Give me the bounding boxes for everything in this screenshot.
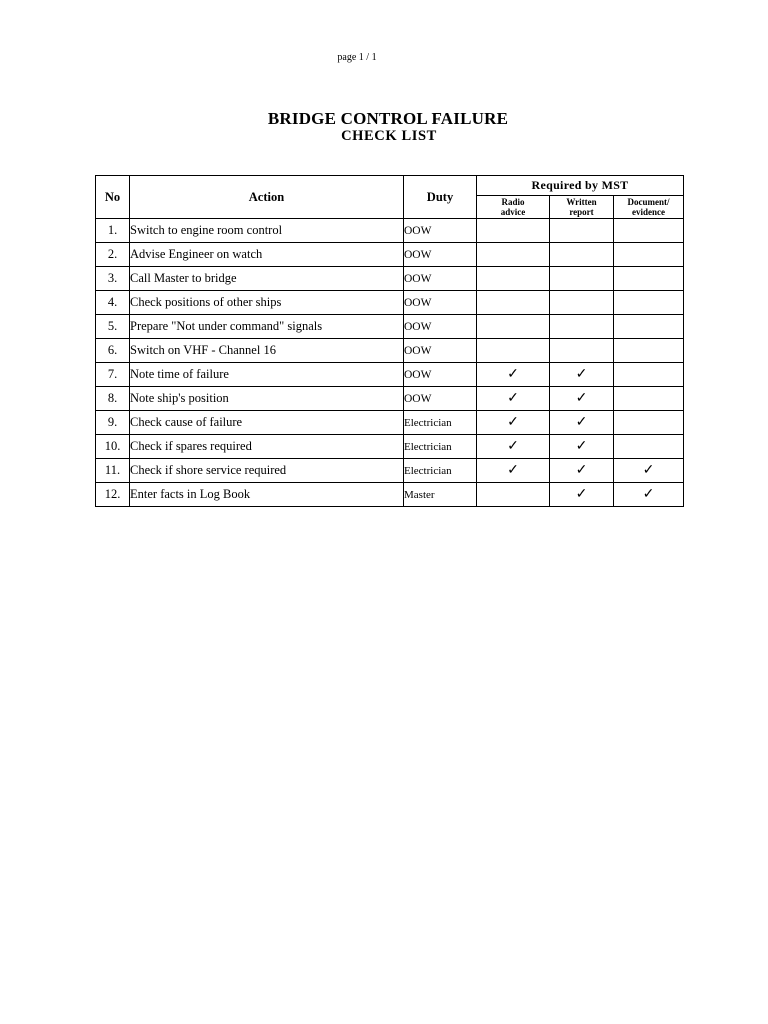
row-number: 11. xyxy=(96,459,130,483)
row-duty: Electrician xyxy=(404,435,477,459)
check-mark-icon: ✓ xyxy=(575,415,588,430)
header-no: No xyxy=(96,176,130,219)
row-action: Note time of failure xyxy=(130,363,404,387)
document-evidence-cell xyxy=(614,387,684,411)
radio-advice-cell xyxy=(477,291,550,315)
row-number: 1. xyxy=(96,219,130,243)
check-mark-icon: ✓ xyxy=(507,415,519,430)
check-mark-icon: ✓ xyxy=(507,391,519,406)
document-evidence-cell xyxy=(614,339,684,363)
row-number: 12. xyxy=(96,483,130,507)
written-report-cell xyxy=(550,459,614,483)
check-mark-icon: ✓ xyxy=(642,487,655,502)
row-duty: OOW xyxy=(404,243,477,267)
header-radio-advice-line2: advice xyxy=(500,207,526,217)
row-action: Check if spares required xyxy=(130,435,404,459)
row-action: Enter facts in Log Book xyxy=(130,483,404,507)
table-row xyxy=(96,267,684,291)
row-action: Prepare "Not under command" signals xyxy=(130,315,404,339)
row-number: 9. xyxy=(96,411,130,435)
document-evidence-cell xyxy=(614,363,684,387)
table-row xyxy=(96,243,684,267)
document-evidence-cell xyxy=(614,411,684,435)
written-report-cell xyxy=(550,483,614,507)
document-evidence-cell xyxy=(614,459,684,483)
header-duty: Duty xyxy=(404,176,477,219)
written-report-cell xyxy=(550,411,614,435)
checklist-table xyxy=(95,175,684,507)
row-number: 4. xyxy=(96,291,130,315)
written-report-cell xyxy=(550,315,614,339)
table-row xyxy=(96,363,684,387)
row-duty: Electrician xyxy=(404,411,477,435)
table-row xyxy=(96,435,684,459)
header-written-report-line2: report xyxy=(569,207,594,217)
header-document-evidence-line1: Document/ xyxy=(627,197,670,207)
row-duty: OOW xyxy=(404,315,477,339)
document-evidence-cell xyxy=(614,435,684,459)
row-number: 8. xyxy=(96,387,130,411)
row-action: Note ship's position xyxy=(130,387,404,411)
written-report-cell xyxy=(550,363,614,387)
check-mark-icon: ✓ xyxy=(507,463,519,478)
page-title: BRIDGE CONTROL FAILURE xyxy=(267,109,509,128)
document-evidence-cell xyxy=(614,483,684,507)
row-action: Switch on VHF - Channel 16 xyxy=(130,339,404,363)
row-action: Call Master to bridge xyxy=(130,267,404,291)
radio-advice-cell xyxy=(477,363,550,387)
radio-advice-cell xyxy=(477,387,550,411)
radio-advice-cell xyxy=(477,315,550,339)
table-row xyxy=(96,387,684,411)
table-row xyxy=(96,315,684,339)
radio-advice-cell xyxy=(477,267,550,291)
header-radio-advice-line1: Radio xyxy=(501,197,525,207)
table-row xyxy=(96,291,684,315)
written-report-cell xyxy=(550,243,614,267)
check-mark-icon: ✓ xyxy=(575,487,588,502)
table-row xyxy=(96,483,684,507)
checklist-body xyxy=(96,219,684,507)
written-report-cell xyxy=(550,267,614,291)
written-report-cell xyxy=(550,435,614,459)
table-row xyxy=(96,219,684,243)
page-number: page 1 / 1 xyxy=(337,52,377,63)
row-action: Advise Engineer on watch xyxy=(130,243,404,267)
row-duty: OOW xyxy=(404,363,477,387)
check-mark-icon: ✓ xyxy=(575,463,588,478)
radio-advice-cell xyxy=(477,483,550,507)
radio-advice-cell xyxy=(477,411,550,435)
check-mark-icon: ✓ xyxy=(575,367,588,382)
row-number: 10. xyxy=(96,435,130,459)
row-action: Switch to engine room control xyxy=(130,219,404,243)
header-written-report xyxy=(550,196,614,219)
header-action: Action xyxy=(130,176,404,219)
row-action: Check if shore service required xyxy=(130,459,404,483)
document-evidence-cell xyxy=(614,219,684,243)
radio-advice-cell xyxy=(477,243,550,267)
row-duty: OOW xyxy=(404,267,477,291)
radio-advice-cell xyxy=(477,435,550,459)
header-radio-advice xyxy=(477,196,550,219)
row-number: 6. xyxy=(96,339,130,363)
check-mark-icon: ✓ xyxy=(507,439,519,454)
check-mark-icon: ✓ xyxy=(642,463,655,478)
table-row xyxy=(96,339,684,363)
check-mark-icon: ✓ xyxy=(507,367,519,382)
page-subtitle: CHECK LIST xyxy=(341,128,437,144)
document-evidence-cell xyxy=(614,243,684,267)
radio-advice-cell xyxy=(477,339,550,363)
radio-advice-cell xyxy=(477,219,550,243)
written-report-cell xyxy=(550,339,614,363)
row-duty: Master xyxy=(404,483,477,507)
document-evidence-cell xyxy=(614,267,684,291)
row-duty: OOW xyxy=(404,387,477,411)
radio-advice-cell xyxy=(477,459,550,483)
row-action: Check positions of other ships xyxy=(130,291,404,315)
document-evidence-cell xyxy=(614,291,684,315)
written-report-cell xyxy=(550,387,614,411)
row-number: 3. xyxy=(96,267,130,291)
row-number: 5. xyxy=(96,315,130,339)
table-row xyxy=(96,459,684,483)
row-duty: OOW xyxy=(404,219,477,243)
header-document-evidence xyxy=(614,196,684,219)
row-number: 2. xyxy=(96,243,130,267)
check-mark-icon: ✓ xyxy=(575,439,588,454)
written-report-cell xyxy=(550,291,614,315)
row-duty: OOW xyxy=(404,291,477,315)
check-mark-icon: ✓ xyxy=(575,391,588,406)
row-duty: OOW xyxy=(404,339,477,363)
header-required-by-mst: Required by MST xyxy=(477,176,684,196)
checklist-header xyxy=(96,176,684,219)
header-written-report-line1: Written xyxy=(566,197,597,207)
row-number: 7. xyxy=(96,363,130,387)
written-report-cell xyxy=(550,219,614,243)
row-duty: Electrician xyxy=(404,459,477,483)
table-row xyxy=(96,411,684,435)
row-action: Check cause of failure xyxy=(130,411,404,435)
document-evidence-cell xyxy=(614,315,684,339)
header-document-evidence-line2: evidence xyxy=(632,207,665,217)
